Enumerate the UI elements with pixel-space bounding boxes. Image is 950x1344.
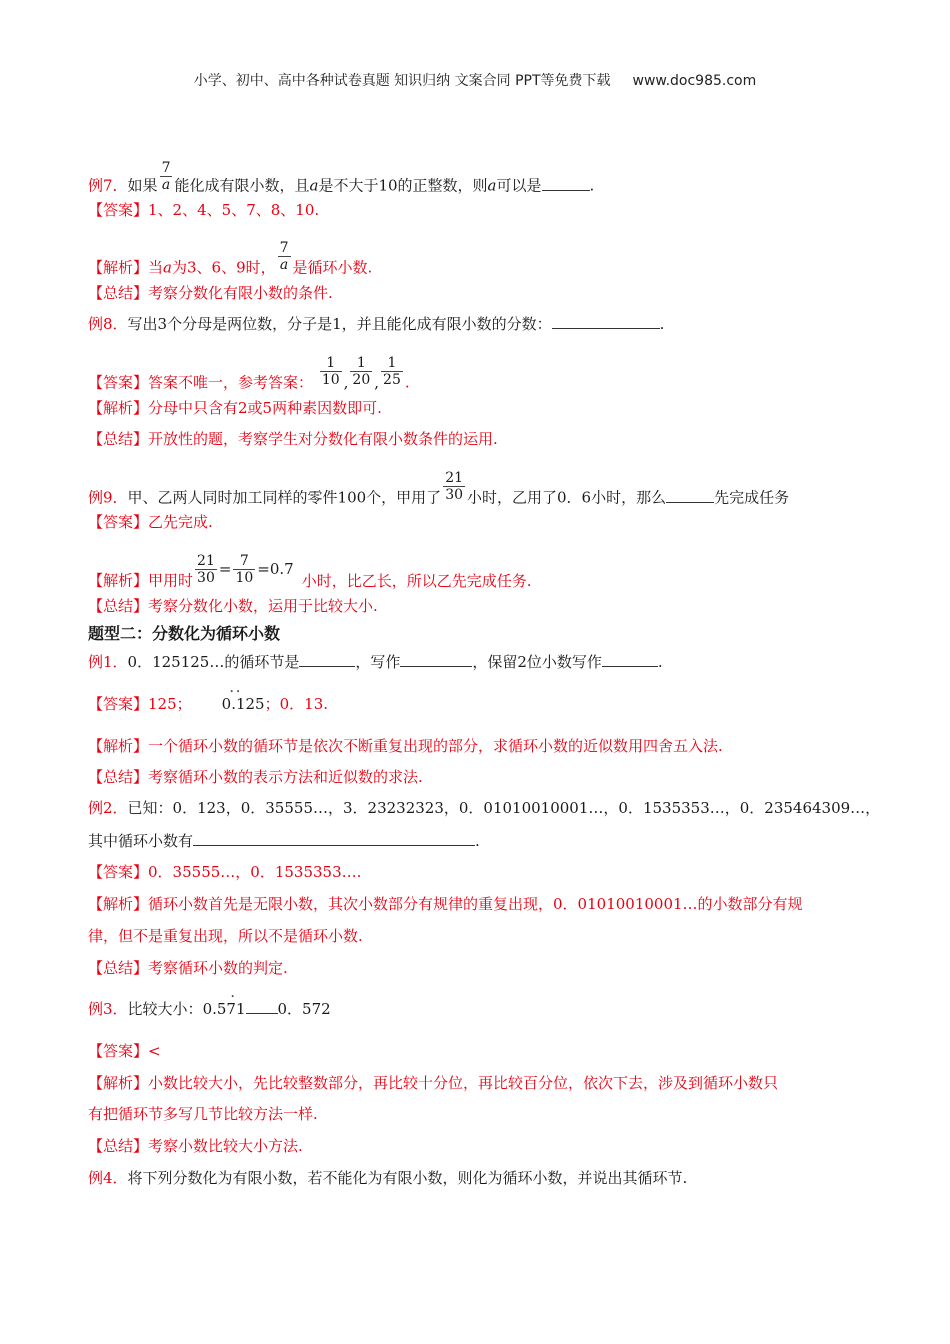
ex7-summary: 【总结】考察分数化有限小数的条件. xyxy=(88,284,333,302)
answer-blank[interactable] xyxy=(193,831,475,846)
fraction: $\frac{7}{a}$ xyxy=(161,160,171,193)
s2ex3-analysis-2: 有把循环节多写几节比较方法一样. xyxy=(88,1105,318,1123)
s2ex1-answer: 【答案】125； • • 0.125；0．13. xyxy=(88,688,329,713)
answer-blank[interactable] xyxy=(246,999,278,1014)
ex9-question: 例9．甲、乙两人同时加工同样的零件100个，甲用了 $\frac{21}{30}$ 小时，乙用了0．6小时，那么 先完成任务 xyxy=(88,470,790,507)
s2ex3-summary: 【总结】考察小数比较大小方法. xyxy=(88,1137,303,1155)
s2ex1-question: 例1．0．125125…的循环节是 ，写作 ，保留2位小数写作 . xyxy=(88,653,663,671)
answer-blank[interactable] xyxy=(299,652,355,667)
fraction: $\frac{21}{30}$ xyxy=(445,470,464,503)
ex8-question: 例8．写出3个分母是两位数，分子是1，并且能化成有限小数的分数： . xyxy=(88,315,665,333)
fraction: $\frac{21}{30}$ xyxy=(197,553,215,586)
s2ex2-analysis: 【解析】循环小数首先是无限小数，其次小数部分有规律的重复出现，0．01010010001…的小数部分有规 xyxy=(88,895,803,913)
repeating-decimal: • • 0.125 xyxy=(221,688,265,713)
ex9-number: 例9． xyxy=(88,488,128,507)
ex7-question: 例7．如果 $\frac{7}{a}$ 能化成有限小数，且a是不大于10的正整数，则a可以是 . xyxy=(88,160,595,195)
s2ex2-summary: 【总结】考察循环小数的判定. xyxy=(88,959,288,977)
ex8-answer: 【答案】答案不唯一，参考答案： $\frac{1}{10}$ , $\frac{1}{20}$ , $\frac{1}{25}$ . xyxy=(88,355,410,392)
ex9-answer: 【答案】乙先完成. xyxy=(88,513,213,531)
answer-blank[interactable] xyxy=(666,488,714,503)
answer-blank[interactable] xyxy=(602,652,658,667)
header-url[interactable]: www.doc985.com xyxy=(632,73,757,89)
fraction: $\frac{7}{10}$ xyxy=(235,553,254,586)
ex8-analysis: 【解析】分母中只含有2或5两种素因数即可. xyxy=(88,399,382,417)
s2ex3-number: 例3． xyxy=(88,1000,128,1018)
s2ex2-question-2: 其中循环小数有 . xyxy=(88,832,480,850)
s2ex2-number: 例2． xyxy=(88,799,128,817)
s2ex2-analysis-2: 律，但不是重复出现，所以不是循环小数. xyxy=(88,927,363,945)
s2ex3-analysis: 【解析】小数比较大小，先比较整数部分，再比较十分位，再比较百分位，依次下去，涉及到循环小数只 xyxy=(88,1074,779,1092)
fraction: $\frac{1}{25}$ xyxy=(383,355,401,388)
answer-blank[interactable] xyxy=(542,176,590,191)
ex8-number: 例8． xyxy=(88,315,128,333)
s2ex1-analysis: 【解析】一个循环小数的循环节是依次不断重复出现的部分，求循环小数的近似数用四舍五入法. xyxy=(88,737,723,755)
fraction: $\frac{1}{20}$ xyxy=(352,355,371,388)
ex7-analysis: 【解析】当a为3、6、9时， $\frac{7}{a}$ 是循环小数. xyxy=(88,240,373,277)
s2ex4-number: 例4． xyxy=(88,1169,128,1187)
header-title: 小学、初中、高中各种试卷真题 知识归纳 文案合同 PPT等免费下载 xyxy=(193,73,611,89)
s2ex1-number: 例1． xyxy=(88,653,128,671)
s2ex2-answer: 【答案】0．35555…，0．1535353…. xyxy=(88,863,362,881)
fraction: $\frac{7}{a}$ xyxy=(279,240,289,273)
ex8-summary: 【总结】开放性的题，考察学生对分数化有限小数条件的运用. xyxy=(88,430,498,448)
s2ex4-question: 例4．将下列分数化为有限小数，若不能化为有限小数，则化为循环小数，并说出其循环节. xyxy=(88,1169,688,1187)
ex7-answer: 【答案】1、2、4、5、7、8、10. xyxy=(88,201,320,219)
s2ex3-question: 例3．比较大小： • 0.571 0．572 xyxy=(88,993,331,1018)
section-title: 题型二：分数化为循环小数 xyxy=(88,624,281,643)
s2ex3-answer: 【答案】< xyxy=(88,1042,161,1060)
answer-blank[interactable] xyxy=(552,314,660,329)
ex9-summary: 【总结】考察分数化小数，运用于比较大小. xyxy=(88,597,378,615)
fraction: $\frac{1}{10}$ xyxy=(321,355,340,388)
ex9-analysis: 【解析】甲用时 $\frac{21}{30}$ = $\frac{7}{10}$ =0.7小时，比乙长，所以乙先完成任务. xyxy=(88,553,532,590)
repeating-decimal: • 0.571 xyxy=(202,993,246,1018)
s2ex1-summary: 【总结】考察循环小数的表示方法和近似数的求法. xyxy=(88,768,423,786)
answer-blank[interactable] xyxy=(400,652,472,667)
page-header xyxy=(0,70,950,90)
ex7-number: 例7． xyxy=(88,176,128,195)
s2ex2-question: 例2．已知：0．123，0．35555…，3．23232323，0．01010010001…，0．1535353…，0．235464309…， xyxy=(88,799,881,817)
